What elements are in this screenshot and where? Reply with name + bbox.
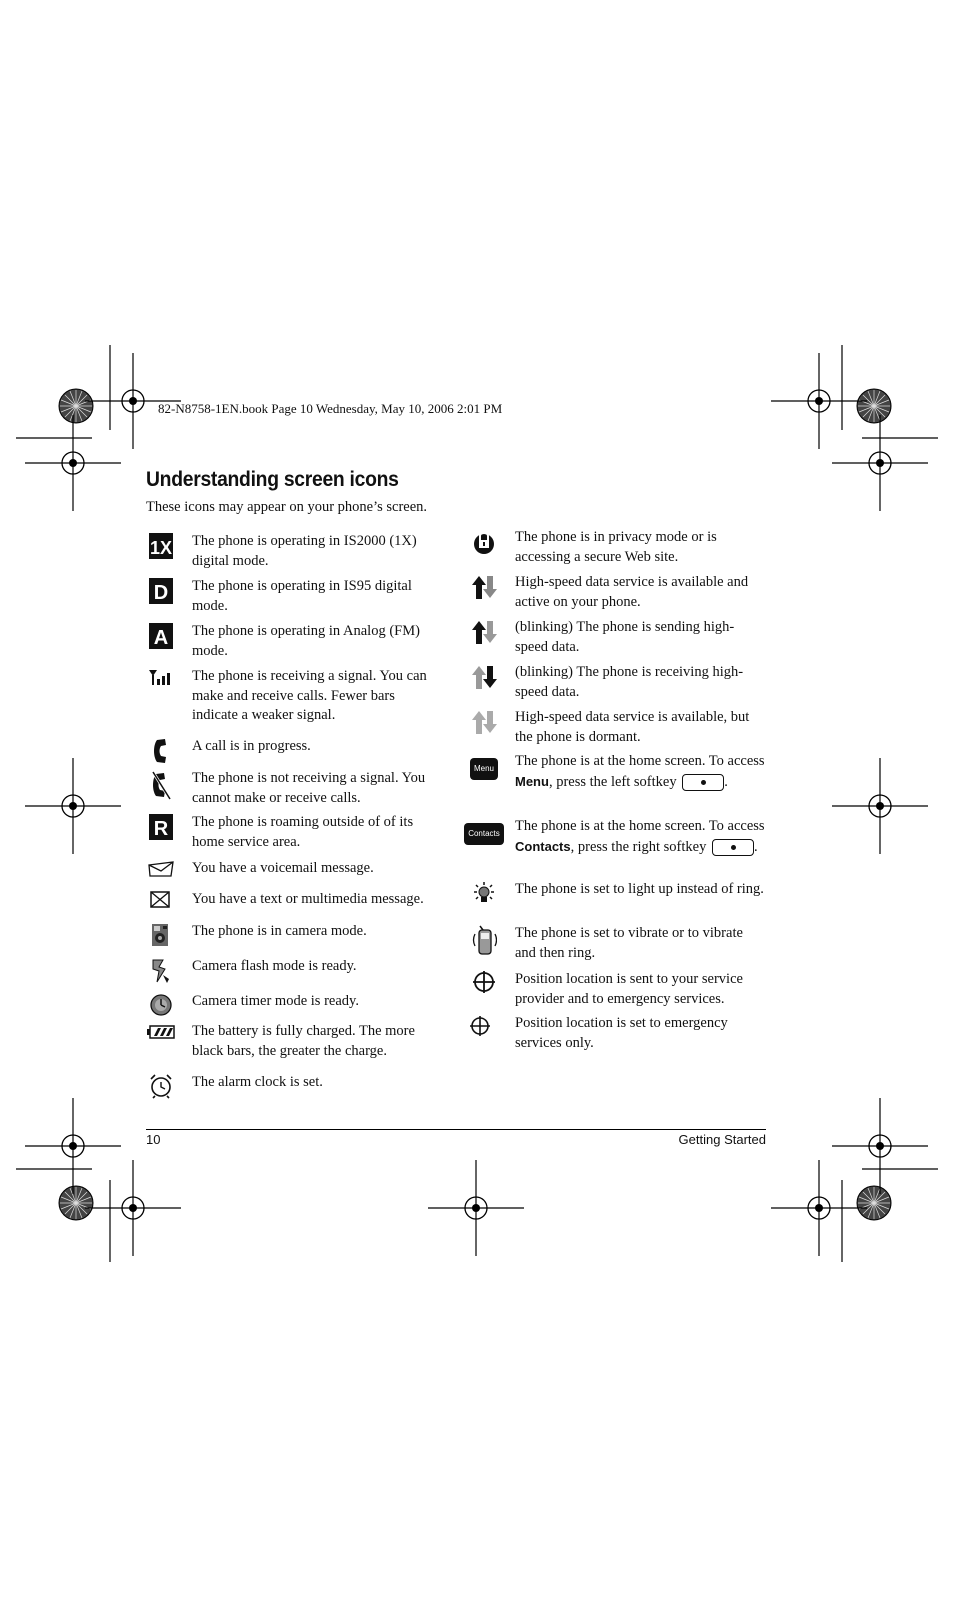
data-dormant-icon: [469, 708, 499, 738]
camera-timer-icon: [146, 992, 176, 1022]
roaming-r-icon: [146, 813, 176, 843]
alarm-clock-icon: [146, 1073, 176, 1103]
print-header: 82-N8758-1EN.book Page 10 Wednesday, May 10, 2006 2:01 PM: [158, 401, 503, 416]
no-signal-icon: [146, 769, 176, 799]
svg-text:A: A: [153, 627, 169, 649]
camera-flash-icon: [146, 957, 176, 987]
call-in-progress-icon: [146, 737, 176, 767]
analog-a-icon: [146, 622, 176, 652]
position-emergency-icon: [465, 1014, 495, 1044]
data-receiving-icon: [469, 663, 499, 693]
battery-icon: [146, 1022, 176, 1052]
signal-bars-icon: [146, 667, 176, 697]
section-name: Getting Started: [678, 1132, 766, 1147]
svg-text:R: R: [153, 818, 169, 840]
1x-icon: [146, 532, 176, 562]
right-softkey-icon: [712, 839, 754, 856]
contacts-badge-icon: Contacts: [463, 817, 505, 847]
intro-text: These icons may appear on your phone’s screen.: [146, 499, 428, 515]
data-sending-icon: [469, 618, 499, 648]
vibrate-icon: [469, 924, 499, 954]
camera-mode-icon: [146, 922, 176, 952]
page-title: Understanding screen icons: [146, 468, 399, 491]
light-up-icon: [469, 880, 499, 910]
voicemail-icon: [146, 859, 176, 889]
data-active-icon: [469, 573, 499, 603]
svg-text:D: D: [153, 582, 169, 604]
position-all-icon: [469, 970, 499, 1000]
left-softkey-icon: [682, 774, 724, 791]
page-number: 10: [146, 1132, 161, 1147]
lock-icon: [469, 528, 499, 558]
menu-badge-icon: Menu: [463, 752, 505, 782]
text-message-icon: [146, 890, 176, 920]
footer-rule: [146, 1129, 766, 1130]
svg-text:1X: 1X: [149, 538, 173, 558]
digital-d-icon: [146, 577, 176, 607]
